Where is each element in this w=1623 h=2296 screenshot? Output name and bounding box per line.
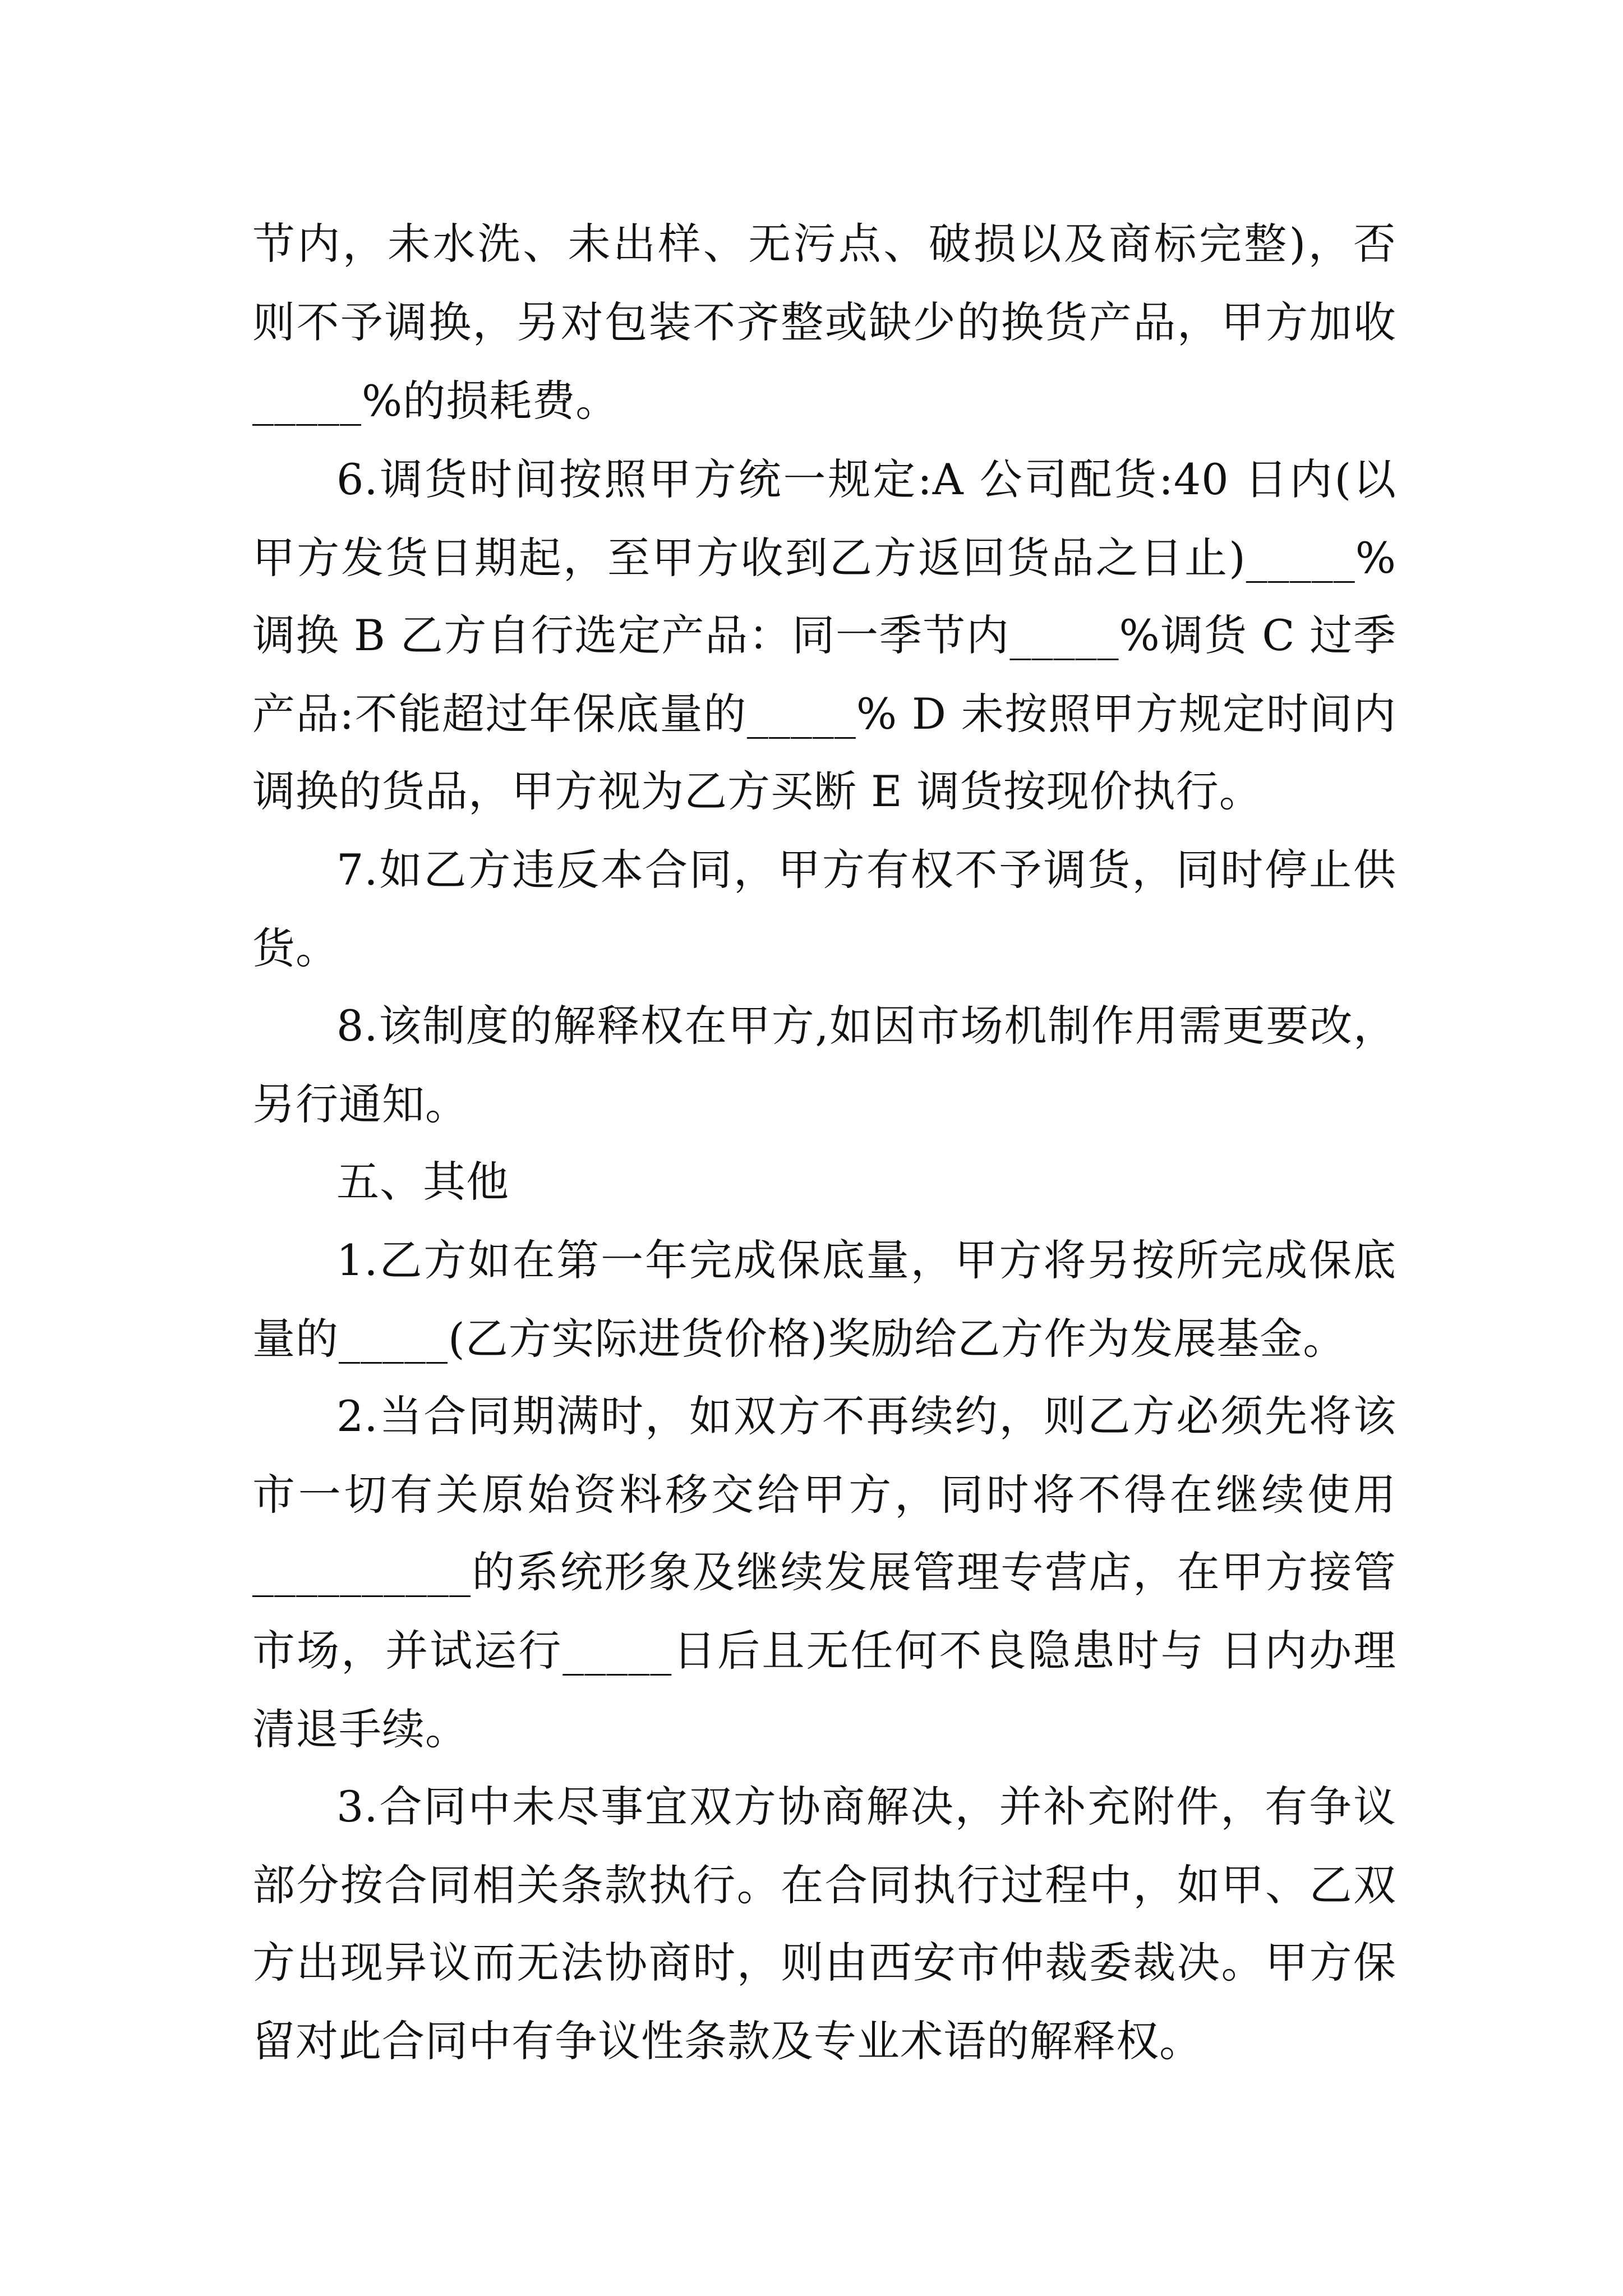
text-line: 市场，并试运行_____日后且无任何不良隐患时与 日内办理	[252, 1626, 1396, 1676]
text-line: 清退手续。	[252, 1704, 468, 1754]
text-line: 另行通知。	[252, 1079, 468, 1129]
paragraph-8-line: 8.该制度的解释权在甲方,如因市场机制作用需更要改，	[336, 1001, 1396, 1051]
text-line: 产品:不能超过年保底量的_____% D 未按照甲方规定时间内	[252, 689, 1396, 739]
text-line: 市一切有关原始资料移交给甲方，同时将不得在继续使用	[252, 1470, 1396, 1520]
paragraph-6-line: 6.调货时间按照甲方统一规定:A 公司配货:40 日内(以	[336, 454, 1396, 504]
text-line: 货。	[252, 923, 339, 973]
text-line: 调换 B 乙方自行选定产品：同一季节内_____%调货 C 过季	[252, 610, 1396, 660]
text-line: _____%的损耗费。	[252, 376, 619, 426]
text-line: 则不予调换，另对包装不齐整或缺少的换货产品，甲方加收	[252, 297, 1396, 347]
paragraph-1-line: 1.乙方如在第一年完成保底量，甲方将另按所完成保底	[336, 1235, 1396, 1285]
text-line: 甲方发货日期起，至甲方收到乙方返回货品之日止)_____%	[252, 533, 1396, 583]
paragraph-3-line: 3.合同中未尽事宜双方协商解决，并补充附件，有争议	[336, 1782, 1396, 1832]
text-line: 量的_____(乙方实际进货价格)奖励给乙方作为发展基金。	[252, 1314, 1347, 1364]
paragraph-7-line: 7.如乙方违反本合同，甲方有权不予调货，同时停止供	[336, 845, 1396, 895]
text-line: 留对此合同中有争议性条款及专业术语的解释权。	[252, 2016, 1202, 2066]
paragraph-2-line: 2.当合同期满时，如双方不再续约，则乙方必须先将该	[336, 1391, 1396, 1441]
text-line: 调换的货品，甲方视为乙方买断 E 调货按现价执行。	[252, 766, 1262, 816]
text-line: 方出现异议而无法协商时，则由西安市仲裁委裁决。甲方保	[252, 1938, 1396, 1987]
text-line: __________的系统形象及继续发展管理专营店，在甲方接管	[252, 1547, 1396, 1597]
text-line: 部分按合同相关条款执行。在合同执行过程中，如甲、乙双	[252, 1860, 1396, 1910]
text-line: 节内，未水洗、未出样、无污点、破损以及商标完整)，否	[252, 219, 1396, 269]
section-heading: 五、其他	[336, 1157, 509, 1207]
